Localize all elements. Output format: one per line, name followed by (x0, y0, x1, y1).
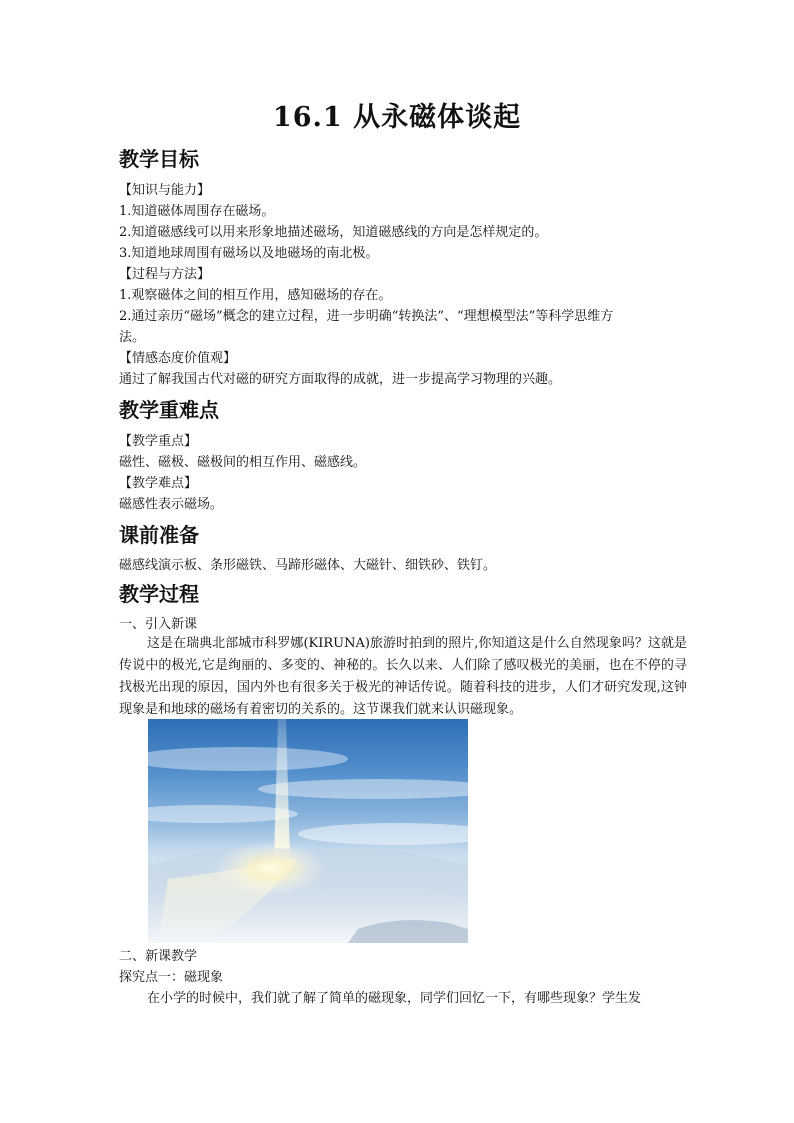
label-emotion: 【情感态度价值观】 (119, 351, 237, 366)
emotion-text: 通过了解我国古代对磁的研究方面取得的成就，进一步提高学习物理的兴趣。 (119, 372, 562, 387)
label-intro: 一、引入新课 (119, 617, 198, 632)
intro-paragraph (119, 633, 687, 721)
process-item-2-cont: 法。 (119, 330, 146, 345)
label-process: 【过程与方法】 (119, 267, 211, 282)
explore-text: 在小学的时候中，我们就了解了简单的磁现象，同学们回忆一下，有哪些现象？学生发 (147, 991, 642, 1006)
page-title: 16.1 从永磁体谈起 (272, 102, 522, 133)
heading-objectives: 教学目标 (119, 147, 199, 171)
process-item-2: 2.通过亲历“磁场”概念的建立过程，进一步明确“转换法”、“理想模型法”等科学思维方 (119, 309, 614, 324)
label-knowledge: 【知识与能力】 (119, 183, 211, 198)
knowledge-item-2: 2.知道磁感线可以用来形象地描述磁场，知道磁感线的方向是怎样规定的。 (119, 225, 548, 240)
heading-preparation: 课前准备 (119, 523, 199, 547)
process-item-1: 1.观察磁体之间的相互作用，感知磁场的存在。 (119, 288, 392, 303)
knowledge-item-1: 1.知道磁体周围存在磁场。 (119, 204, 275, 219)
heading-key-points: 教学重难点 (119, 398, 219, 422)
label-explore-1: 探究点一：磁现象 (119, 970, 224, 985)
difficulty-text: 磁感性表示磁场。 (119, 497, 224, 512)
explore-paragraph (119, 988, 687, 1010)
label-focus: 【教学重点】 (119, 434, 198, 449)
label-difficulty: 【教学难点】 (119, 476, 198, 491)
label-new-lesson: 二、新课教学 (119, 949, 198, 964)
knowledge-item-3: 3.知道地球周围有磁场以及地磁场的南北极。 (119, 246, 379, 261)
preparation-text: 磁感线演示板、条形磁铁、马蹄形磁体、大磁针、细铁砂、铁钉。 (119, 558, 497, 573)
intro-text: 这是在瑞典北部城市科罗娜(KIRUNA)旅游时拍到的照片,你知道这是什么自然现象吗？这就是传说中的极光,它是绚丽的、多变的、神秘的。长久以来、人们除了感叹极光的美丽，也在不停的寻找极光出现的原因，国内外也有很多关于极光的神话传说。随着科技的进步，人们才研究发现,这钟现象是和地球的磁场有着密切的关系的。这节课我们就来认识磁现象。 (119, 636, 687, 717)
aurora-photo-art (148, 719, 468, 943)
aurora-photo (148, 719, 468, 943)
focus-text: 磁性、磁极、磁极间的相互作用、磁感线。 (119, 455, 367, 470)
heading-process: 教学过程 (119, 582, 199, 606)
